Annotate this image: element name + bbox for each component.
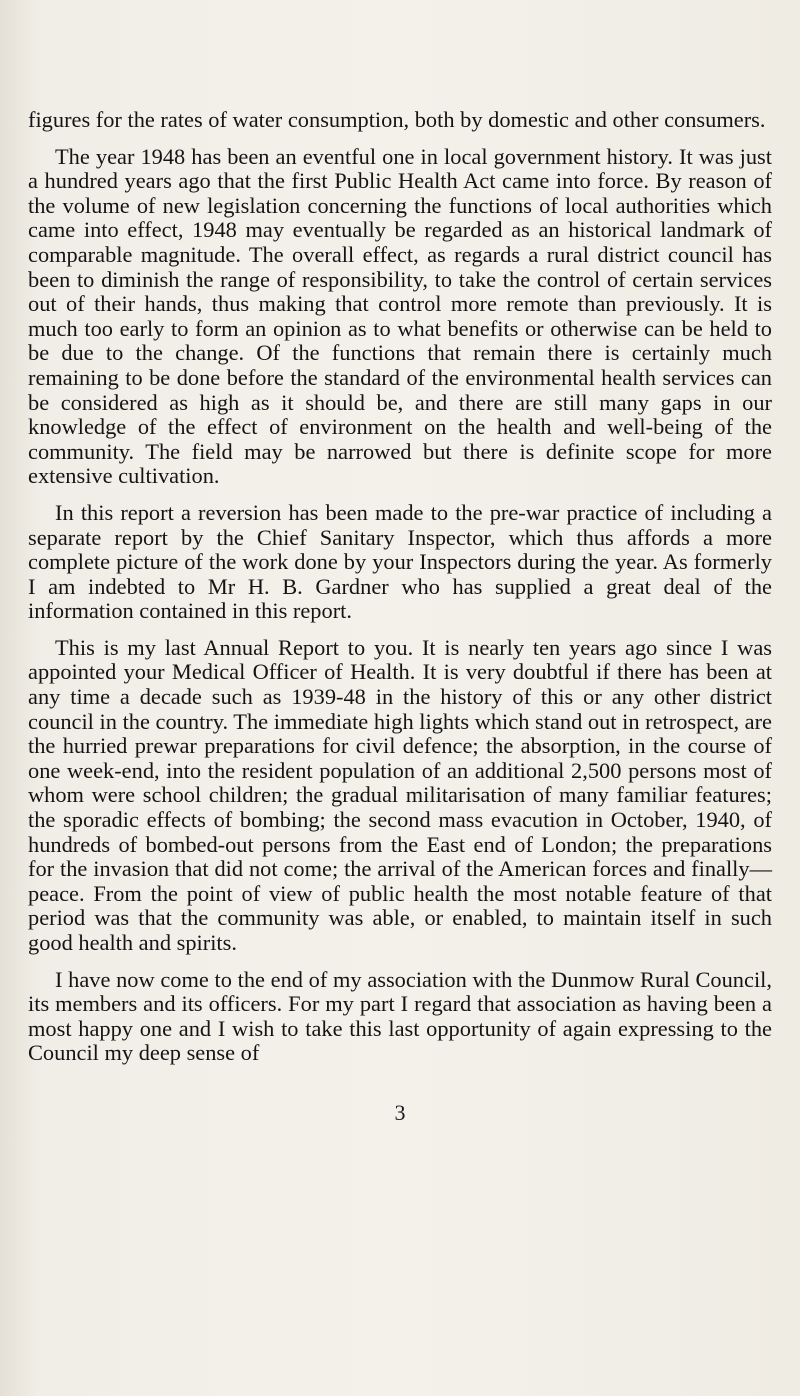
page-number: 3 [394,1100,406,1125]
paragraph-last-annual-report: This is my last Annual Report to you. It is nearly ten years ago since I was appointed your Medical Officer of Health. It is very doubtful if there has been at any time a decade such as 1939-48 in the history of this or any other district council in the country. The immediate high lights which stand out in retrospect, are the hurried prewar preparations for civil defence; the absorption, in the course of one week-end, into the resident population of an additional 2,500 persons most of whom were school children; the gradual militarisation of many familiar features; the sporadic effects of bombing; the second mass evacution in October, 1940, of hundreds of bombed-out persons from the East end of London; the preparations for the invasion that did not come; the arrival of the American forces and finally—peace. From the point of view of public health the most notable feature of that period was that the community was able, or enabled, to maintain itself in such good health and spirits. [28,634,772,955]
paragraph-1948-local-government: The year 1948 has been an eventful one in local government history. It was just a hundred years ago that the first Public Health Act came into force. By reason of the volume of new legislation concerning the functions of local authorities which came into effect, 1948 may eventually be regarded as an historical landmark of comparable magnitude. The overall effect, as regards a rural district council has been to diminish the range of responsibility, to take the control of certain services out of their hands, thus making that control more remote than previously. It is much too early to form an opinion as to what benefits or otherwise can be held to be due to the change. Of the functions that remain there is certainly much remaining to be done before the standard of the environmental health services can be considered as high as it should be, and there are still many gaps in our knowledge of the effect of environment on the health and well-being of the community. The field may be narrowed but there is definite scope for more extensive cultivation. [28,143,772,489]
paragraph-sanitary-inspector-report: In this report a reversion has been made to the pre-war practice of including a separate report by the Chief Sanitary Inspector, which thus affords a more complete picture of the work done by your Inspectors during the year. As formerly I am indebted to Mr H. B. Gardner who has supplied a great deal of the information contained in this report. [28,499,772,624]
paragraph-dunmow-association: I have now come to the end of my association with the Dunmow Rural Council, its members and its officers. For my part I regard that association as having been a most happy one and I wish to take this last opportunity of again expressing to the Council my deep sense of [28,966,772,1066]
body-text [28,108,772,1078]
paragraph-continuation: figures for the rates of water consumption, both by domestic and other consumers. [28,107,766,132]
